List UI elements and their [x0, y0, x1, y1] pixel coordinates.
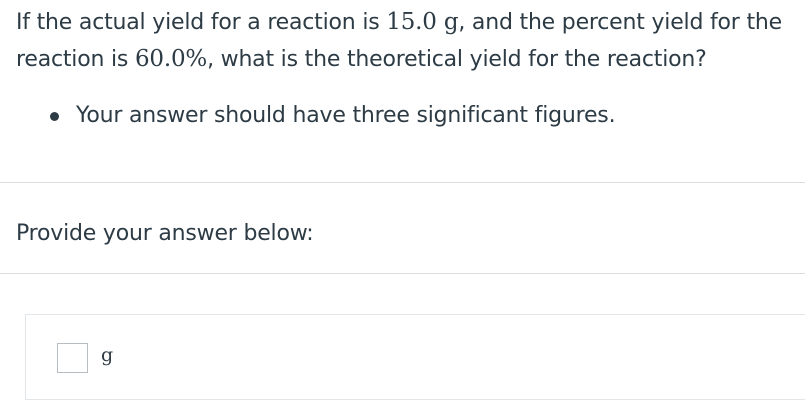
bullet-icon	[50, 112, 59, 121]
answer-panel	[25, 314, 805, 400]
question-part-1: If the actual yield for a reaction is	[16, 10, 387, 35]
answer-input[interactable]	[57, 343, 88, 373]
requirement-item	[48, 96, 615, 136]
question-part-3: , what is the theoretical yield for the reaction?	[207, 47, 707, 72]
section-divider	[0, 273, 805, 274]
section-divider	[0, 182, 805, 183]
question-part-2: , and the percent yield for the reaction is	[16, 10, 782, 72]
requirements-list	[48, 96, 615, 136]
requirement-text: Your answer should have three significant figures.	[76, 103, 616, 128]
percent-yield-value: 60.0%	[134, 46, 208, 72]
answer-prompt: Provide your answer below:	[16, 221, 314, 246]
answer-unit: g	[101, 344, 114, 366]
question-text	[16, 4, 801, 78]
actual-yield-value: 15.0 g	[386, 9, 459, 35]
